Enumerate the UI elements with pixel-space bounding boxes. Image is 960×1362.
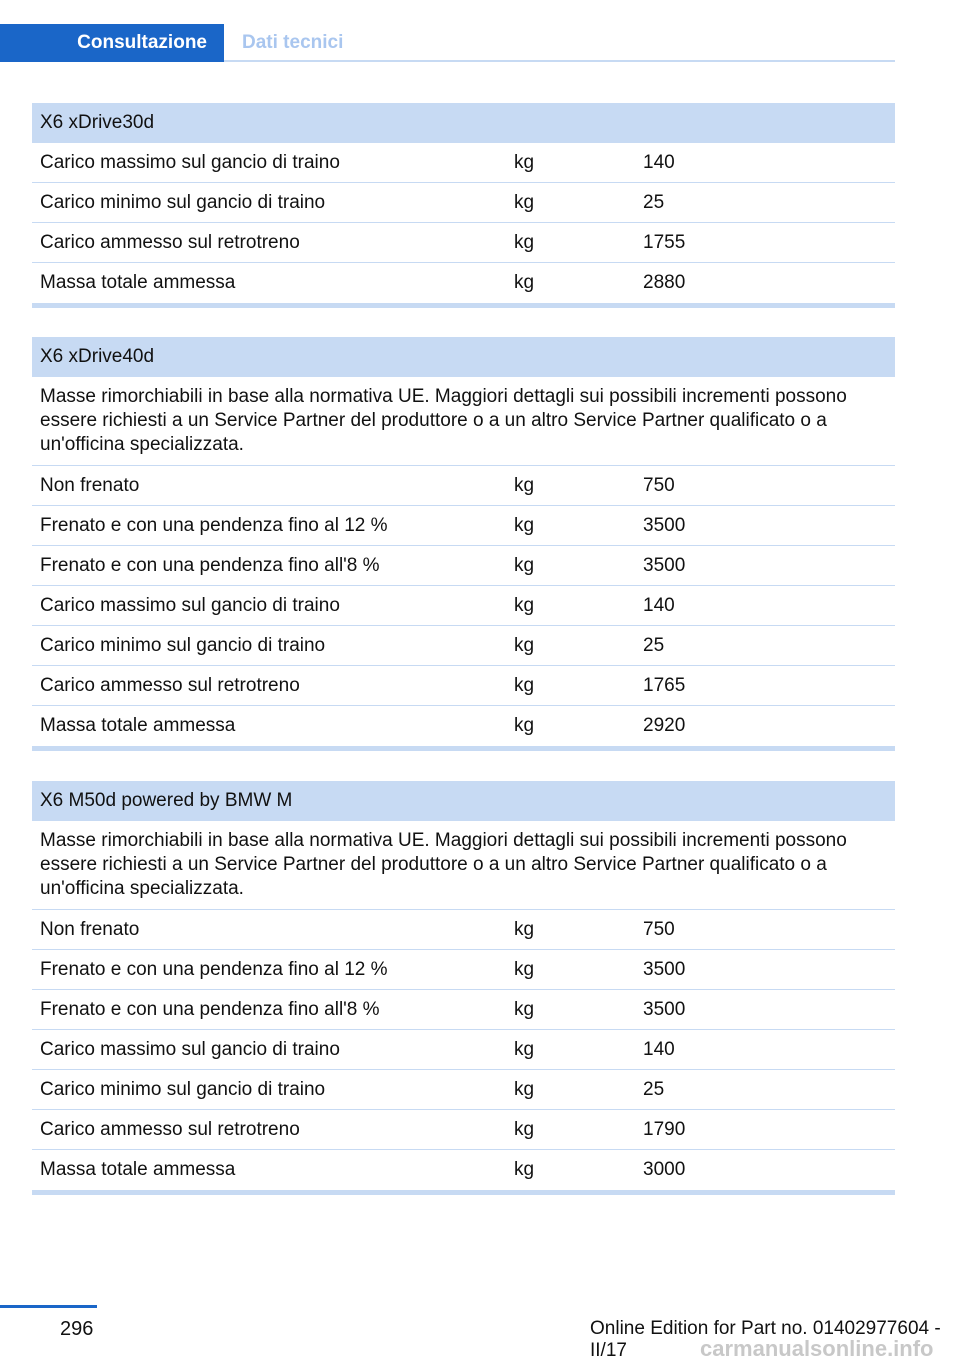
row-label: Carico minimo sul gancio di traino (40, 192, 326, 213)
row-unit: kg (514, 1119, 535, 1140)
table-title: X6 xDrive30d (32, 103, 895, 143)
page-number: 296 (60, 1318, 94, 1340)
row-label: Carico ammesso sul retrotreno (40, 1119, 300, 1140)
row-label: Frenato e con una pendenza fino all'8 % (40, 555, 380, 576)
row-label: Massa totale ammessa (40, 1159, 236, 1180)
table-row (32, 1150, 895, 1190)
row-value: 750 (643, 919, 675, 940)
row-label: Carico ammesso sul retrotreno (40, 675, 300, 696)
row-unit: kg (514, 675, 535, 696)
row-unit: kg (514, 1079, 535, 1100)
table-row (32, 990, 895, 1030)
row-unit: kg (514, 232, 535, 253)
table-row (32, 1070, 895, 1110)
table-row (32, 706, 895, 746)
tab-dati-tecnici[interactable]: Dati tecnici (242, 32, 344, 53)
row-unit: kg (514, 635, 535, 656)
row-label: Carico minimo sul gancio di traino (40, 1079, 326, 1100)
table-row (32, 950, 895, 990)
row-value: 140 (643, 1039, 675, 1060)
table-row (32, 586, 895, 626)
row-label: Carico massimo sul gancio di traino (40, 595, 340, 616)
row-unit: kg (514, 595, 535, 616)
page-header (0, 24, 895, 62)
row-label: Non frenato (40, 475, 140, 496)
row-value: 25 (643, 1079, 665, 1100)
row-label: Carico ammesso sul retrotreno (40, 232, 300, 253)
table-row (32, 263, 895, 303)
header-divider (224, 60, 895, 62)
row-value: 2920 (643, 715, 686, 736)
row-label: Massa totale ammessa (40, 272, 236, 293)
row-unit: kg (514, 715, 535, 736)
row-value: 750 (643, 475, 675, 496)
spec-table-x6-m50d (32, 781, 895, 1195)
row-unit: kg (514, 1159, 535, 1180)
row-label: Frenato e con una pendenza fino all'8 % (40, 999, 380, 1020)
row-unit: kg (514, 919, 535, 940)
table-row (32, 506, 895, 546)
table-row (32, 910, 895, 950)
row-label: Carico minimo sul gancio di traino (40, 635, 326, 656)
row-unit: kg (514, 959, 535, 980)
row-value: 25 (643, 192, 665, 213)
row-unit: kg (514, 152, 535, 173)
row-value: 3500 (643, 999, 686, 1020)
row-value: 140 (643, 152, 675, 173)
table-row (32, 1030, 895, 1070)
table-row (32, 546, 895, 586)
table-note: Masse rimorchiabili in base alla normativa UE. Maggiori dettagli sui possibili incrementi possono essere richiesti a un Service Partner del produttore o a un altro Service Partner qualificato o a un'officina specializzata. (32, 377, 895, 466)
row-label: Carico massimo sul gancio di traino (40, 1039, 340, 1060)
row-value: 3500 (643, 555, 686, 576)
tab-consultazione[interactable]: Consultazione (0, 24, 224, 62)
row-label: Non frenato (40, 919, 140, 940)
table-row (32, 1110, 895, 1150)
row-value: 3500 (643, 959, 686, 980)
row-value: 1755 (643, 232, 686, 253)
row-unit: kg (514, 1039, 535, 1060)
row-unit: kg (514, 999, 535, 1020)
watermark: carmanualsonline.info (700, 1336, 934, 1361)
table-note: Masse rimorchiabili in base alla normativa UE. Maggiori dettagli sui possibili incrementi possono essere richiesti a un Service Partner del produttore o a un altro Service Partner qualificato o a un'officina specializzata. (32, 821, 895, 910)
table-row (32, 223, 895, 263)
table-title: X6 xDrive40d (32, 337, 895, 377)
spec-table-x6-xdrive30d (32, 103, 895, 308)
table-row (32, 666, 895, 706)
row-unit: kg (514, 555, 535, 576)
edition-text: Online Edition for Part no. 01402977604 - II/17 (590, 1318, 941, 1361)
spec-table-x6-xdrive40d (32, 337, 895, 751)
row-value: 140 (643, 595, 675, 616)
row-value: 25 (643, 635, 665, 656)
row-value: 2880 (643, 272, 686, 293)
row-value: 3500 (643, 515, 686, 536)
row-label: Massa totale ammessa (40, 715, 236, 736)
footer-accent-rule (0, 1305, 97, 1308)
row-value: 1790 (643, 1119, 686, 1140)
table-row (32, 626, 895, 666)
row-unit: kg (514, 272, 535, 293)
table-title: X6 M50d powered by BMW M (32, 781, 895, 821)
row-value: 1765 (643, 675, 686, 696)
row-unit: kg (514, 475, 535, 496)
row-unit: kg (514, 192, 535, 213)
row-label: Frenato e con una pendenza fino al 12 % (40, 959, 388, 980)
row-unit: kg (514, 515, 535, 536)
table-row (32, 143, 895, 183)
table-row (32, 466, 895, 506)
row-label: Carico massimo sul gancio di traino (40, 152, 340, 173)
row-label: Frenato e con una pendenza fino al 12 % (40, 515, 388, 536)
table-row (32, 183, 895, 223)
row-value: 3000 (643, 1159, 686, 1180)
